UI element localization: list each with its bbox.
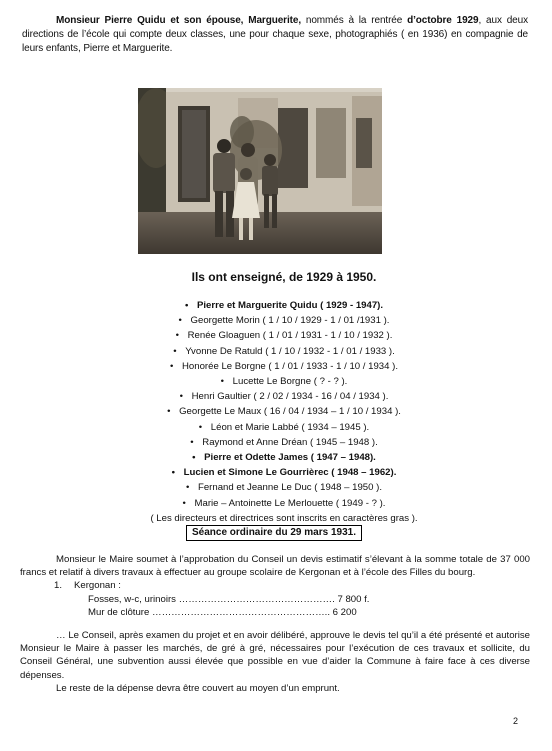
paragraph-emprunt: Le reste de la dépense devra être couvert au moyen d’un emprunt.: [56, 682, 340, 694]
bullet-icon: •: [198, 421, 203, 433]
cost-line-mur: Mur de clôture ……………………………………………….. 6 200: [88, 606, 357, 618]
bullet-icon: •: [178, 315, 182, 327]
list-item: • Georgette Morin ( 1 / 10 / 1929 - 1 / 01 /1931 ).: [0, 313, 552, 328]
intro-text-1: nommés à la rentrée: [301, 15, 408, 26]
bullet-icon: •: [185, 482, 190, 494]
bullet-icon: •: [190, 436, 194, 448]
teachers-list: [0, 298, 552, 526]
bullet-icon: •: [192, 452, 196, 464]
list-item: • Léon et Marie Labbé ( 1934 – 1945 ).: [0, 420, 552, 435]
family-photograph: [138, 88, 382, 254]
bullet-icon: •: [167, 406, 171, 418]
enum-kergonan: 1. Kergonan :: [54, 580, 121, 592]
bullet-icon: •: [175, 330, 179, 342]
bullet-icon: •: [173, 345, 177, 357]
page-number: 2: [512, 716, 518, 726]
list-item: • Renée Gloaguen ( 1 / 01 / 1931 - 1 / 10 / 1932 ).: [0, 328, 552, 343]
bullet-icon: •: [170, 360, 174, 372]
paragraph-conseil: … Le Conseil, après examen du projet et en avoir délibéré, approuve le devis tel qu’il a été présenté et autorise Monsieur le Maire à passer les marchés, de gré à gré, nécessaires pour l’exécution de ces travaux et sollicite, du Conseil Général, une subvention aussi élevée que possible en vue d’aider la Commune à faire face à ces diverse dépenses.: [20, 630, 530, 681]
list-item: • Lucien et Simone Le Gourrièrec ( 1948 – 1962).: [0, 465, 552, 480]
list-item: • Raymond et Anne Dréan ( 1945 – 1948 ).: [0, 435, 552, 450]
intro-text-2: , aux deux directions de l’école qui compte deux classes, une pour chaque sexe, photographiés ( en 1936) en compagnie de leurs enfants, Pierre et Marguerite.: [22, 15, 528, 54]
list-item: • Fernand et Jeanne Le Duc ( 1948 – 1950 ).: [0, 480, 552, 495]
session-title: Séance ordinaire du 29 mars 1931.: [186, 525, 362, 541]
list-item: • Lucette Le Borgne ( ? - ? ).: [0, 374, 552, 389]
bullet-icon: •: [182, 497, 186, 509]
teachers-heading: Ils ont enseigné, de 1929 à 1950.: [191, 270, 377, 284]
minutes-body: [20, 553, 530, 695]
intro-paragraph: [22, 14, 528, 56]
list-item: • Georgette Le Maux ( 16 / 04 / 1934 – 1 / 10 / 1934 ).: [0, 404, 552, 419]
list-item: • Honorée Le Borgne ( 1 / 01 / 1933 - 1 / 10 / 1934 ).: [0, 359, 552, 374]
list-item: • Pierre et Odette James ( 1947 – 1948).: [0, 450, 552, 465]
paragraph-devis: Monsieur le Maire soumet à l’approbation du Conseil un devis estimatif s’élevant à la somme totale de 37 000 francs et relatif à divers travaux à effectuer au groupe scolaire de Kergonan et à l’école des Filles du bourg.: [20, 554, 530, 579]
list-item: • Pierre et Marguerite Quidu ( 1929 - 1947).: [0, 298, 552, 313]
list-item: • Yvonne De Ratuld ( 1 / 10 / 1932 - 1 / 01 / 1933 ).: [0, 344, 552, 359]
intro-names: Monsieur Pierre Quidu et son épouse, Marguerite,: [56, 15, 302, 26]
intro-date: d’octobre 1929: [407, 15, 479, 26]
bullet-icon: •: [171, 467, 175, 479]
cost-line-fosses: Fosses, w-c, urinoirs …………………………………………. 7 800 f.: [88, 593, 370, 605]
bullet-icon: •: [220, 376, 225, 388]
list-item: • Henri Gaultier ( 2 / 02 / 1934 - 16 / 04 / 1934 ).: [0, 389, 552, 404]
bullet-icon: •: [184, 300, 189, 311]
teachers-note: ( Les directeurs et directrices sont inscrits en caractères gras ).: [150, 512, 418, 524]
list-item: • Marie – Antoinette Le Merlouette ( 1949 - ? ).: [0, 496, 552, 511]
bullet-icon: •: [179, 391, 183, 403]
